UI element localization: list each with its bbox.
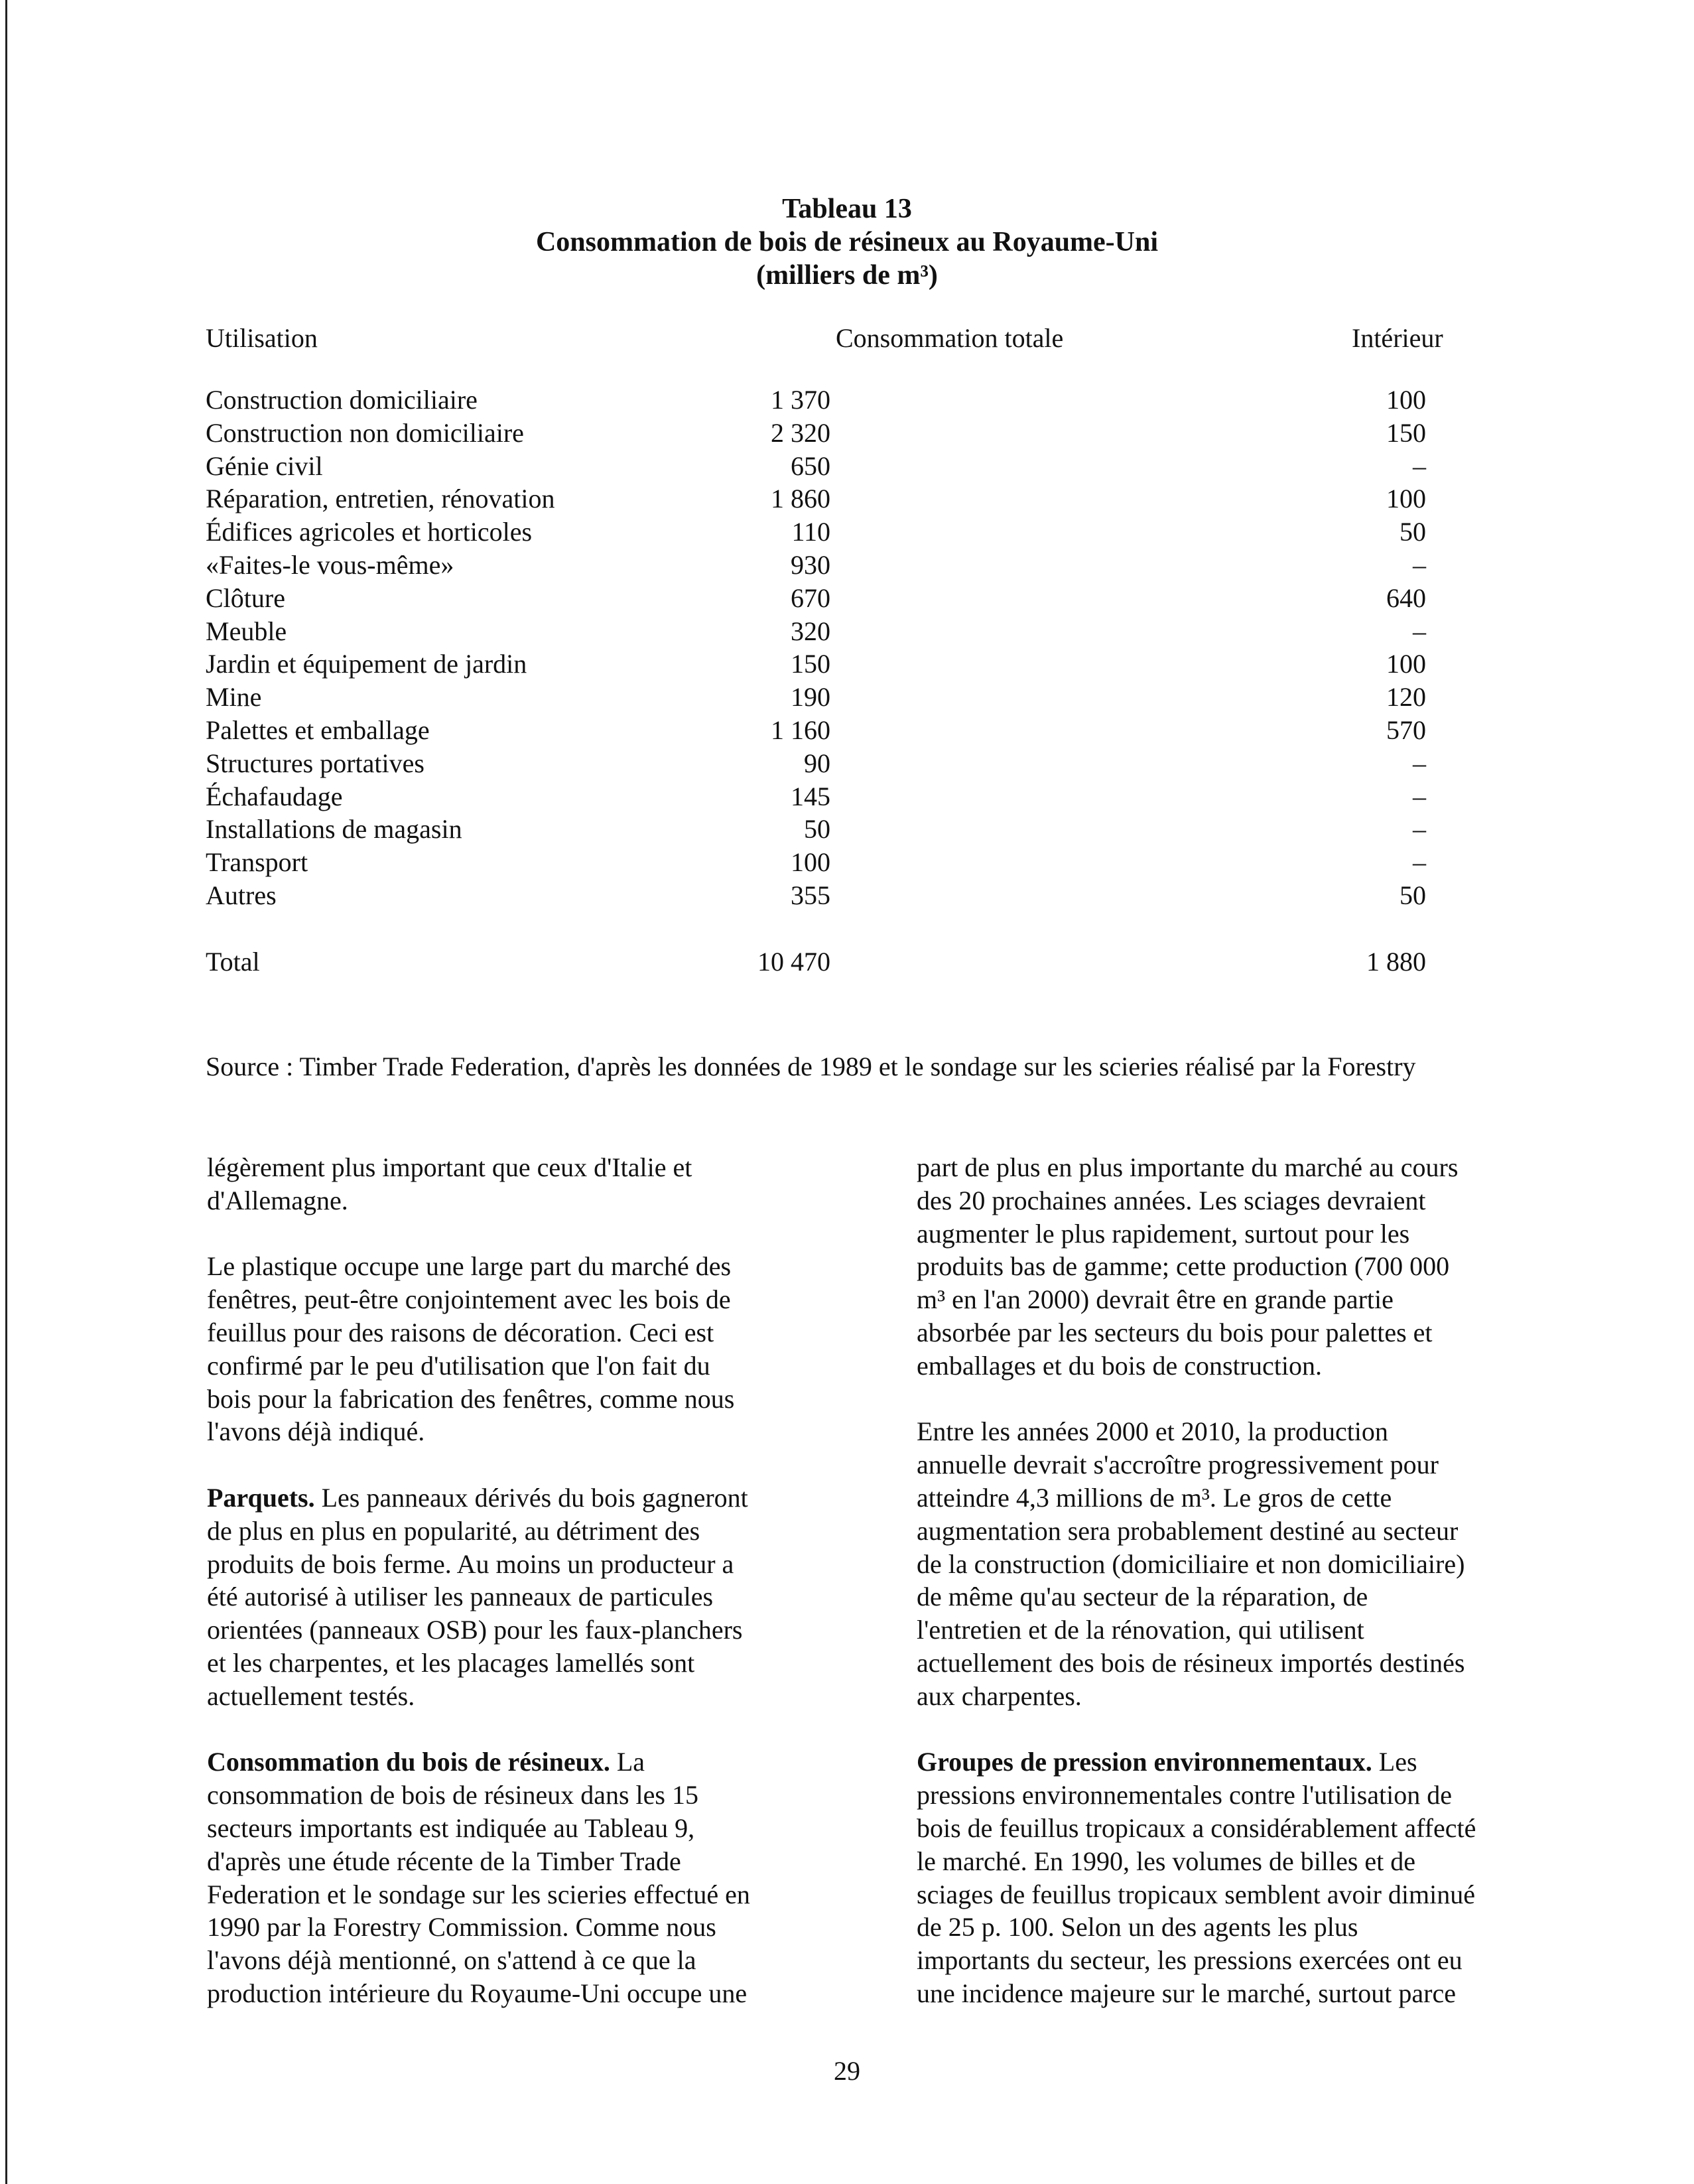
table-row xyxy=(206,714,1499,747)
text-line xyxy=(917,1316,1520,1349)
text-line xyxy=(917,1911,1520,1944)
text-line xyxy=(917,1845,1520,1878)
table-title: Consommation de bois de résineux au Royaume-Uni xyxy=(535,227,1159,257)
line-text: orientées (panneaux OSB) pour les faux-planchers xyxy=(207,1615,743,1645)
line-text: Federation et le sondage sur les scieries effectué en xyxy=(207,1879,750,1909)
text-line xyxy=(917,1878,1520,1911)
total-value: 10 470 xyxy=(757,946,830,977)
cell-domestic: 100 xyxy=(1386,649,1426,679)
page-number: 29 xyxy=(834,2056,860,2086)
cell-total: 650 xyxy=(791,450,830,481)
text-line xyxy=(917,1283,1520,1316)
table-row xyxy=(206,450,1499,483)
line-text: de la construction (domiciliaire et non domiciliaire) xyxy=(917,1548,1465,1579)
cell-domestic: 100 xyxy=(1386,385,1426,415)
line-text: absorbée par les secteurs du bois pour palettes et xyxy=(917,1317,1433,1347)
paragraph xyxy=(207,1481,811,1713)
table-total-row xyxy=(206,945,1499,979)
text-line xyxy=(207,1745,811,1779)
text-line xyxy=(207,1515,811,1548)
line-text: fenêtres, peut-être conjointement avec les bois de xyxy=(207,1284,731,1315)
line-text: Le plastique occupe une large part du marché des xyxy=(207,1251,732,1282)
line-text: actuellement des bois de résineux importés destinés xyxy=(917,1647,1465,1678)
table-row xyxy=(206,681,1499,714)
text-line xyxy=(207,1349,811,1383)
line-text: consommation de bois de résineux dans les 15 xyxy=(207,1780,698,1810)
text-line xyxy=(207,1151,811,1184)
text-line xyxy=(917,1944,1520,1977)
text-line xyxy=(207,1911,811,1944)
line-text: une incidence majeure sur le marché, surtout parce xyxy=(917,1978,1456,2008)
consumption-table xyxy=(206,317,1499,979)
text-line xyxy=(917,1448,1520,1481)
text-line xyxy=(207,1647,811,1680)
line-text: le marché. En 1990, les volumes de billes et de xyxy=(917,1846,1416,1876)
cell-total: 110 xyxy=(791,517,830,547)
line-text: des 20 prochaines années. Les sciages devraient xyxy=(917,1185,1426,1215)
cell-use: «Faites-le vous-même» xyxy=(206,549,454,580)
cell-total: 150 xyxy=(791,649,830,679)
text-line xyxy=(917,1349,1520,1383)
cell-total: 145 xyxy=(791,781,830,811)
text-line xyxy=(917,1481,1520,1515)
line-text: La xyxy=(610,1747,645,1777)
text-line xyxy=(917,1647,1520,1680)
line-text: production intérieure du Royaume-Uni occupe une xyxy=(207,1978,748,2008)
cell-domestic: – xyxy=(1413,847,1426,878)
text-line xyxy=(207,1613,811,1647)
text-line xyxy=(917,1680,1520,1713)
text-line xyxy=(917,1779,1520,1812)
line-text: de même qu'au secteur de la réparation, de xyxy=(917,1582,1368,1612)
paragraph xyxy=(917,1415,1520,1712)
cell-total: 90 xyxy=(804,748,830,778)
cell-domestic: 50 xyxy=(1400,517,1426,547)
cell-domestic: – xyxy=(1413,549,1426,580)
line-text: Les panneaux dérivés du bois gagneront xyxy=(314,1482,748,1513)
cell-total: 190 xyxy=(791,682,830,713)
table-label: Tableau 13 xyxy=(782,194,912,224)
table-row xyxy=(206,482,1499,515)
text-line xyxy=(917,1745,1520,1779)
text-line xyxy=(207,1812,811,1845)
line-text: été autorisé à utiliser les panneaux de particules xyxy=(207,1582,714,1612)
line-text: produits de bois ferme. Au moins un producteur a xyxy=(207,1548,734,1579)
cell-total: 355 xyxy=(791,880,830,910)
text-line xyxy=(917,1151,1520,1184)
body-column-left xyxy=(207,1151,811,2043)
line-text: l'avons déjà indiqué. xyxy=(207,1416,425,1447)
cell-total: 50 xyxy=(804,814,830,845)
cell-use: Autres xyxy=(206,880,277,910)
line-text: Les xyxy=(1372,1747,1417,1777)
cell-use: Palettes et emballage xyxy=(206,715,430,745)
cell-total: 2 320 xyxy=(771,417,830,448)
line-text: sciages de feuillus tropicaux semblent avoir diminué xyxy=(917,1879,1475,1909)
cell-domestic: 120 xyxy=(1386,682,1426,713)
table-body xyxy=(206,383,1499,912)
line-text: l'entretien et de la rénovation, qui utilisent xyxy=(917,1615,1364,1645)
text-line xyxy=(917,1580,1520,1613)
cell-total: 320 xyxy=(791,616,830,646)
table-row xyxy=(206,648,1499,681)
cell-total: 100 xyxy=(791,847,830,878)
text-line xyxy=(917,1515,1520,1548)
text-line xyxy=(917,1613,1520,1647)
text-line xyxy=(917,1977,1520,2010)
text-line xyxy=(207,1580,811,1613)
line-text: bois pour la fabrication des fenêtres, comme nous xyxy=(207,1383,735,1414)
cell-domestic: – xyxy=(1413,450,1426,481)
line-text: actuellement testés. xyxy=(207,1680,415,1711)
cell-domestic: 50 xyxy=(1400,880,1426,910)
cell-use: Génie civil xyxy=(206,450,323,481)
body-column-right xyxy=(917,1151,1520,2043)
text-line xyxy=(207,1548,811,1581)
line-text: pressions environnementales contre l'utilisation de xyxy=(917,1780,1453,1810)
line-text: légèrement plus important que ceux d'Italie et xyxy=(207,1152,692,1182)
cell-use: Mine xyxy=(206,682,262,713)
table-row xyxy=(206,879,1499,912)
text-line xyxy=(207,1878,811,1911)
paragraph-lead: Consommation du bois de résineux. xyxy=(207,1747,610,1777)
text-line xyxy=(207,1845,811,1878)
text-line xyxy=(207,1944,811,1977)
cell-domestic: 640 xyxy=(1386,582,1426,613)
line-text: confirmé par le peu d'utilisation que l'on fait du xyxy=(207,1350,710,1381)
line-text: d'Allemagne. xyxy=(207,1185,348,1215)
paragraph xyxy=(917,1745,1520,2010)
table-caption xyxy=(0,192,1694,292)
text-line xyxy=(207,1779,811,1812)
cell-use: Échafaudage xyxy=(206,781,343,811)
header-use: Utilisation xyxy=(206,323,318,353)
table-row xyxy=(206,417,1499,450)
table-source: Source : Timber Trade Federation, d'après les données de 1989 et le sondage sur les scieries réalisé par la Forestry xyxy=(206,1052,1416,1081)
cell-total: 670 xyxy=(791,582,830,613)
line-text: part de plus en plus importante du marché au cours xyxy=(917,1152,1459,1182)
cell-use: Construction non domiciliaire xyxy=(206,417,524,448)
line-text: et les charpentes, et les placages lamellés sont xyxy=(207,1647,695,1678)
line-text: Entre les années 2000 et 2010, la production xyxy=(917,1416,1388,1447)
line-text: 1990 par la Forestry Commission. Comme nous xyxy=(207,1912,716,1943)
line-text: augmentation sera probablement destiné au secteur xyxy=(917,1515,1459,1546)
line-text: bois de feuillus tropicaux a considérablement affecté xyxy=(917,1812,1476,1843)
cell-domestic: 100 xyxy=(1386,484,1426,514)
text-line xyxy=(207,1415,811,1448)
cell-use: Transport xyxy=(206,847,308,878)
table-row xyxy=(206,515,1499,549)
paragraph xyxy=(207,1250,811,1448)
line-text: annuelle devrait s'accroître progressivement pour xyxy=(917,1450,1439,1480)
cell-total: 1 160 xyxy=(771,715,830,745)
line-text: emballages et du bois de construction. xyxy=(917,1350,1322,1381)
text-line xyxy=(207,1481,811,1515)
line-text: d'après une étude récente de la Timber Trade xyxy=(207,1846,681,1876)
cell-total: 930 xyxy=(791,549,830,580)
header-total: Consommation totale xyxy=(836,323,1064,353)
cell-domestic: 570 xyxy=(1386,715,1426,745)
scan-edge-line xyxy=(5,0,7,2184)
line-text: atteindre 4,3 millions de m³. Le gros de cette xyxy=(917,1482,1392,1513)
table-header-row xyxy=(206,317,1499,383)
paragraph-lead: Groupes de pression environnementaux. xyxy=(917,1747,1372,1777)
cell-domestic: – xyxy=(1413,616,1426,646)
cell-total: 1 860 xyxy=(771,484,830,514)
header-domestic: Intérieur xyxy=(1352,323,1443,353)
line-text: m³ en l'an 2000) devrait être en grande partie xyxy=(917,1284,1394,1315)
text-line xyxy=(207,1680,811,1713)
line-text: secteurs importants est indiquée au Tableau 9, xyxy=(207,1812,695,1843)
text-line xyxy=(207,1184,811,1217)
table-row xyxy=(206,615,1499,648)
text-line xyxy=(207,1383,811,1416)
table-row xyxy=(206,383,1499,417)
table-row xyxy=(206,747,1499,780)
text-line xyxy=(207,1316,811,1349)
table-unit: (milliers de m³) xyxy=(756,260,938,291)
line-text: feuillus pour des raisons de décoration. Ceci est xyxy=(207,1317,714,1347)
cell-total: 1 370 xyxy=(771,385,830,415)
line-text: l'avons déjà mentionné, on s'attend à ce que la xyxy=(207,1945,696,1976)
text-line xyxy=(917,1415,1520,1448)
cell-domestic: – xyxy=(1413,814,1426,845)
cell-use: Meuble xyxy=(206,616,287,646)
cell-use: Structures portatives xyxy=(206,748,424,778)
line-text: importants du secteur, les pressions exercées ont eu xyxy=(917,1945,1463,1976)
line-text: de plus en plus en popularité, au détriment des xyxy=(207,1515,700,1546)
paragraph xyxy=(917,1151,1520,1383)
table-row xyxy=(206,582,1499,615)
table-row xyxy=(206,813,1499,846)
paragraph xyxy=(207,1151,811,1217)
cell-domestic: 150 xyxy=(1386,417,1426,448)
text-line xyxy=(917,1548,1520,1581)
text-line xyxy=(917,1250,1520,1283)
paragraph xyxy=(207,1745,811,2010)
cell-use: Jardin et équipement de jardin xyxy=(206,649,527,679)
text-line xyxy=(917,1217,1520,1251)
table-row xyxy=(206,846,1499,879)
cell-use: Installations de magasin xyxy=(206,814,462,845)
text-line xyxy=(917,1184,1520,1217)
cell-use: Clôture xyxy=(206,582,285,613)
table-row xyxy=(206,780,1499,813)
text-line xyxy=(207,1977,811,2010)
total-domestic: 1 880 xyxy=(1366,946,1426,977)
text-line xyxy=(917,1812,1520,1845)
cell-use: Édifices agricoles et horticoles xyxy=(206,517,533,547)
line-text: de 25 p. 100. Selon un des agents les plus xyxy=(917,1912,1358,1943)
cell-domestic: – xyxy=(1413,781,1426,811)
cell-use: Réparation, entretien, rénovation xyxy=(206,484,555,514)
line-text: aux charpentes. xyxy=(917,1680,1082,1711)
total-label: Total xyxy=(206,946,260,977)
paragraph-lead: Parquets. xyxy=(207,1482,315,1513)
cell-domestic: – xyxy=(1413,748,1426,778)
line-text: augmenter le plus rapidement, surtout pour les xyxy=(917,1218,1410,1249)
text-line xyxy=(207,1250,811,1283)
cell-use: Construction domiciliaire xyxy=(206,385,478,415)
text-line xyxy=(207,1283,811,1316)
line-text: produits bas de gamme; cette production (700 000 xyxy=(917,1251,1450,1282)
table-row xyxy=(206,549,1499,582)
